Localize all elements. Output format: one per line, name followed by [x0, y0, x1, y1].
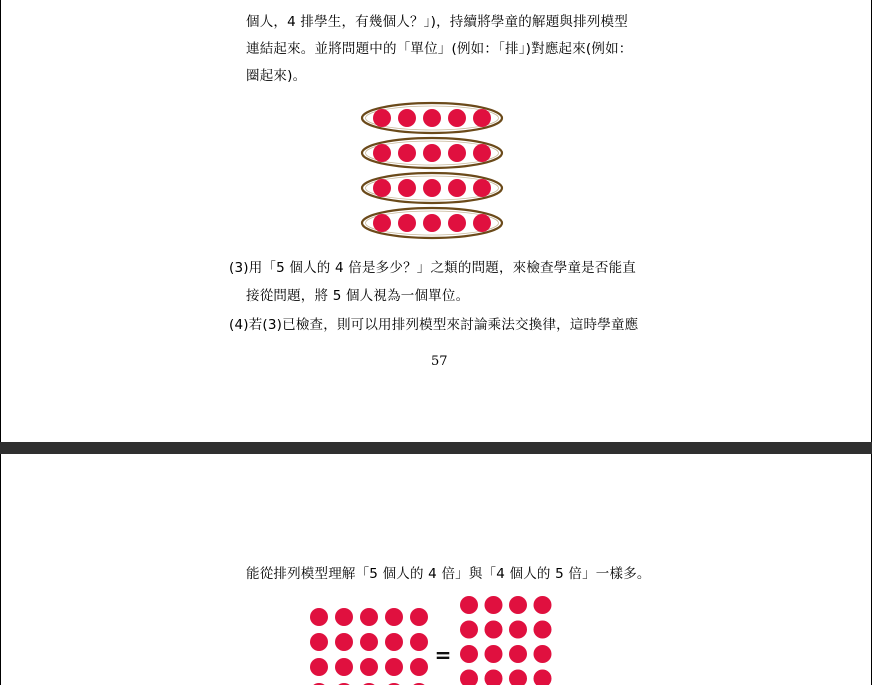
text-line: (3)用「5 個人的 4 倍是多少？」之類的問題，來檢查學童是否能直: [229, 260, 636, 276]
text-line: 圈起來)。: [246, 68, 307, 84]
dot: [473, 144, 491, 162]
dot: [335, 658, 353, 676]
dot: [485, 596, 503, 614]
dot: [534, 670, 552, 685]
dot: [310, 633, 328, 651]
text-line: 接從問題，將 5 個人視為一個單位。: [246, 288, 470, 304]
dot: [448, 144, 466, 162]
dot: [335, 633, 353, 651]
dot: [373, 144, 391, 162]
equals-sign: =: [434, 643, 452, 667]
dot: [509, 645, 527, 663]
dot: [460, 645, 478, 663]
dot: [398, 144, 416, 162]
dot: [473, 109, 491, 127]
page-separator: [0, 442, 872, 454]
dot: [310, 608, 328, 626]
dot: [398, 214, 416, 232]
dot: [423, 179, 441, 197]
dot: [534, 621, 552, 639]
dot: [410, 608, 428, 626]
dot: [509, 596, 527, 614]
dot: [448, 109, 466, 127]
dot: [410, 658, 428, 676]
dot: [473, 179, 491, 197]
dot: [485, 670, 503, 685]
dot: [373, 109, 391, 127]
dot: [423, 109, 441, 127]
dot: [360, 633, 378, 651]
dot: [410, 633, 428, 651]
dot: [485, 621, 503, 639]
text-line: 能從排列模型理解「5 個人的 4 倍」與「4 個人的 5 倍」一樣多。: [246, 566, 651, 582]
array-comparison-figure: [301, 594, 561, 685]
dot: [534, 596, 552, 614]
dot: [385, 633, 403, 651]
dot: [398, 109, 416, 127]
dot: [534, 645, 552, 663]
dot: [509, 670, 527, 685]
dot: [373, 214, 391, 232]
dot: [448, 179, 466, 197]
dot: [473, 214, 491, 232]
dot: [423, 214, 441, 232]
dot: [385, 608, 403, 626]
text-line: (4)若(3)已檢查，則可以用排列模型來討論乘法交換律，這時學童應: [229, 317, 639, 333]
dot: [460, 621, 478, 639]
dot: [509, 621, 527, 639]
dot: [310, 658, 328, 676]
dot: [398, 179, 416, 197]
dot: [423, 144, 441, 162]
text-line: 個人，4 排學生，有幾個人？」)，持續將學童的解題與排列模型: [246, 14, 628, 30]
dot: [485, 645, 503, 663]
dot: [385, 658, 403, 676]
document-page-58: [0, 454, 872, 685]
dot: [335, 608, 353, 626]
page-number: 57: [431, 354, 448, 369]
dot: [360, 608, 378, 626]
dot: [448, 214, 466, 232]
dot: [460, 670, 478, 685]
circled-rows-figure: [357, 100, 517, 250]
dot: [360, 658, 378, 676]
dot: [460, 596, 478, 614]
text-line: 連結起來。並將問題中的「單位」(例如：「排」)對應起來(例如：: [246, 41, 633, 57]
dot: [373, 179, 391, 197]
